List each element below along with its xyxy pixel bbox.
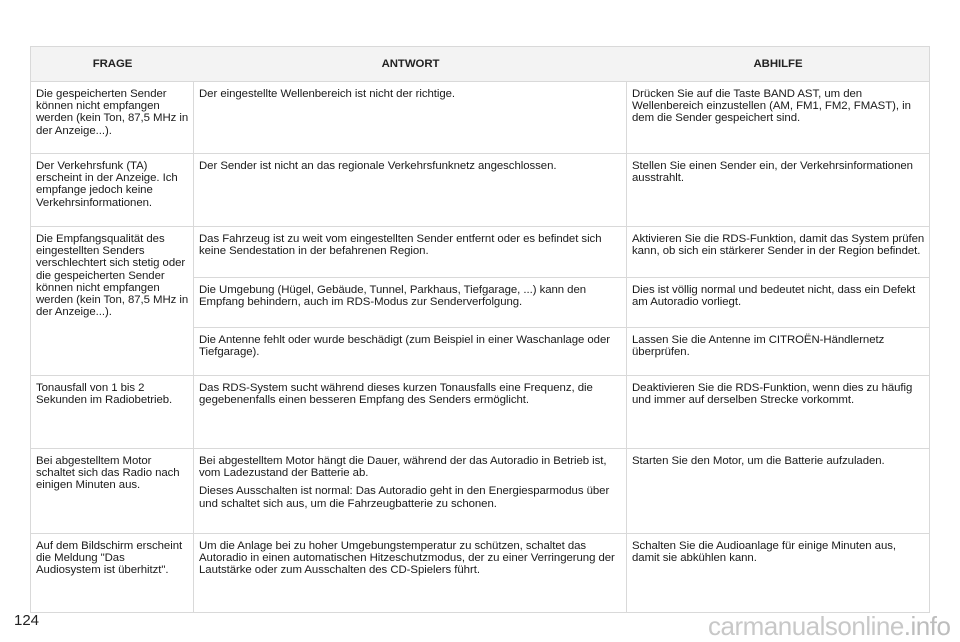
watermark-suffix: .info — [903, 611, 951, 641]
cell-abhilfe: Stellen Sie einen Sender ein, der Verkehrsinformationen ausstrahlt. — [632, 160, 913, 185]
table-row — [31, 376, 929, 449]
sub-row — [194, 328, 929, 375]
cell-antwort: Bei abgestelltem Motor hängt die Dauer, während der das Autoradio in Betrieb ist, vom Ladezustand der Batterie ab. Dieses Ausschalten ist normal: Das Autoradio geht in den Energiesparmodus über und schaltet sich aus, um die Fahrzeugbatterie zu schonen. — [194, 449, 627, 533]
sub-row — [194, 227, 929, 278]
sub-row — [194, 278, 929, 328]
header-frage: FRAGE — [92, 57, 133, 70]
table-row — [31, 227, 929, 376]
header-antwort: ANTWORT — [381, 57, 440, 70]
cell-antwort: Das Fahrzeug ist zu weit vom eingestellten Sender entfernt oder es befindet sich keine Sendestation in der befahrenen Region. — [194, 227, 627, 277]
table-row — [31, 449, 929, 534]
cell-antwort: Der eingestellte Wellenbereich ist nicht der richtige. — [194, 82, 627, 153]
table-row — [31, 154, 929, 227]
cell-abhilfe: Deaktivieren Sie die RDS-Funktion, wenn dies zu häufig und immer auf derselben Strecke vorkommt. — [632, 382, 913, 407]
header-abhilfe: ABHILFE — [753, 57, 803, 70]
cell-frage: Die gespeicherten Sender können nicht empfangen werden (kein Ton, 87,5 MHz in der Anzeige...). — [31, 82, 194, 153]
cell-antwort: Das RDS-System sucht während dieses kurzen Tonausfalls eine Frequenz, die gegebenenfalls einen besseren Empfang des Senders ermöglicht. — [194, 376, 627, 448]
cell-abhilfe: Drücken Sie auf die Taste BAND AST, um den Wellenbereich einzustellen (AM, FM1, FM2, FMAST), in dem die Sender gespeichert sind. — [632, 88, 911, 125]
cell-abhilfe: Schalten Sie die Audioanlage für einige Minuten aus, damit sie abkühlen kann. — [632, 540, 897, 565]
cell-antwort: Die Umgebung (Hügel, Gebäude, Tunnel, Parkhaus, Tiefgarage, ...) kann den Empfang behindern, auch im RDS-Modus zur Senderverfolgung. — [194, 278, 627, 327]
page-number: 124 — [14, 612, 40, 629]
cell-antwort: Um die Anlage bei zu hoher Umgebungstemperatur zu schützen, schaltet das Autoradio in einen automatischen Hitzeschutzmodus, der zu einer Verringerung der Lautstärke oder zum Ausschalten des CD-Spielers führt. — [194, 534, 627, 612]
watermark-prefix: carmanualsonline — [708, 611, 904, 641]
cell-frage: Der Verkehrsfunk (TA) erscheint in der Anzeige. Ich empfange jedoch keine Verkehrsinformationen. — [31, 154, 194, 226]
troubleshooting-table — [30, 46, 930, 613]
cell-abhilfe: Dies ist völlig normal und bedeutet nicht, dass ein Defekt am Autoradio vorliegt. — [632, 284, 916, 309]
cell-abhilfe: Starten Sie den Motor, um die Batterie aufzuladen. — [632, 455, 885, 467]
cell-frage: Auf dem Bildschirm erscheint die Meldung "Das Audiosystem ist überhitzt". — [31, 534, 194, 612]
cell-abhilfe: Aktivieren Sie die RDS-Funktion, damit das System prüfen kann, ob sich ein stärkerer Sender in der Region befindet. — [632, 233, 925, 258]
cell-antwort: Die Antenne fehlt oder wurde beschädigt (zum Beispiel in einer Waschanlage oder Tiefgarage). — [194, 328, 627, 375]
table-row — [31, 82, 929, 154]
table-header — [31, 46, 929, 82]
cell-antwort: Der Sender ist nicht an das regionale Verkehrsfunknetz angeschlossen. — [194, 154, 627, 226]
table-row — [31, 534, 929, 612]
watermark — [708, 611, 950, 642]
sub-rows — [194, 227, 929, 375]
cell-frage: Die Empfangsqualität des eingestellten Senders verschlechtert sich stetig oder die gespeicherten Sender können nicht empfangen werden (kein Ton, 87,5 MHz in der Anzeige...). — [31, 227, 194, 375]
cell-abhilfe: Lassen Sie die Antenne im CITROËN-Händlernetz überprüfen. — [632, 334, 885, 359]
cell-frage: Tonausfall von 1 bis 2 Sekunden im Radiobetrieb. — [31, 376, 194, 448]
cell-frage: Bei abgestelltem Motor schaltet sich das Radio nach einigen Minuten aus. — [31, 449, 194, 533]
